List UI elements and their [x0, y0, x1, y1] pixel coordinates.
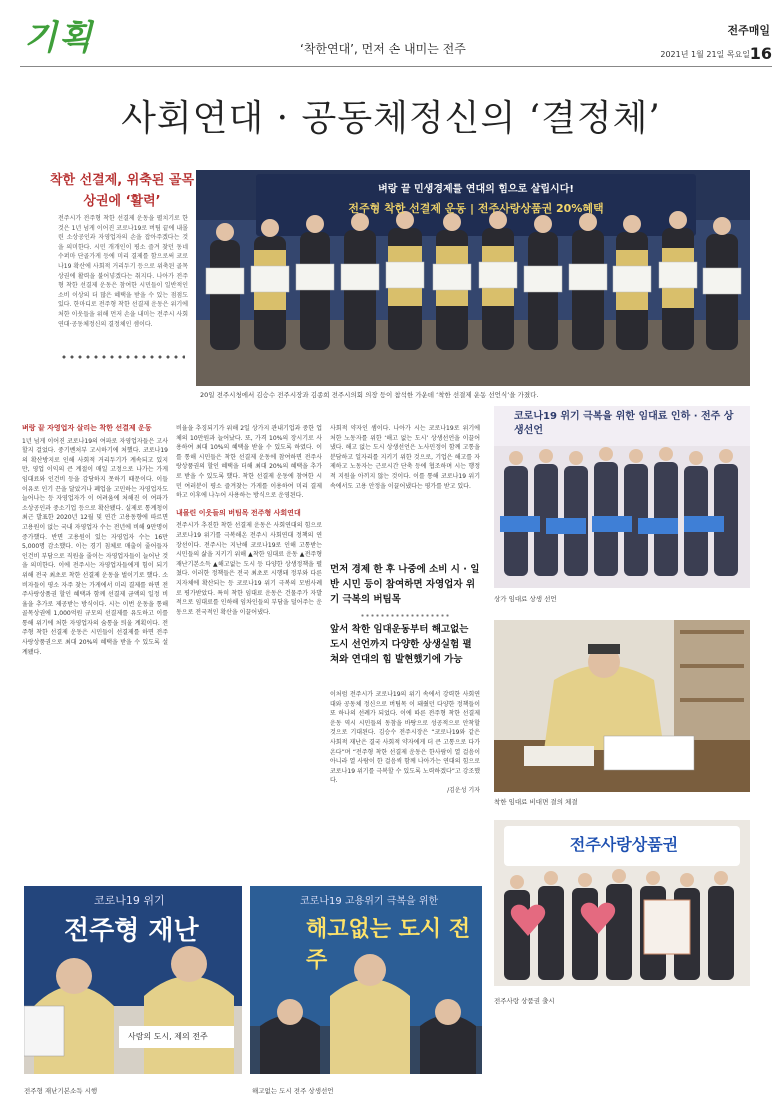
main-headline: 사회연대 · 공동체정신의 ‘결정체’ — [121, 98, 661, 139]
bottom-mid-caption: 해고없는 도시 전주 상생선언 — [252, 1087, 334, 1095]
column-3-quote: 먼저 경제 한 후 나중에 소비 시 · 일반 시민 등이 참여하면 자영업자 위기 극복의 버팀목 — [330, 564, 480, 605]
header-divider — [20, 66, 772, 67]
bottom-left-banner-top: 코로나19 위기 — [94, 894, 165, 907]
section-logo: 기획 — [24, 18, 94, 58]
right-mid-photo-illustration — [494, 620, 750, 792]
issue-date: 2021년 1월 21일 목요일 — [660, 50, 750, 59]
column-3-pull-quote: 앞서 착한 임대운동부터 해고없는 도시 선언까지 다양한 상생실험 펼쳐와 연대의 힘 발현했기에 가능 — [330, 624, 472, 665]
bottom-mid-banner: 해고없는 도시 전주 — [306, 917, 471, 973]
right-mid-caption: 착한 임대료 비대면 결의 체결 — [494, 798, 578, 806]
right-mid-photo — [494, 620, 750, 792]
right-bottom-banner: 전주사랑상품권 — [569, 835, 679, 854]
bottom-left-board: 사람의 도시, 제의 전주 — [128, 1032, 208, 1041]
bottom-left-photo — [24, 886, 242, 1074]
article-column-3-top — [330, 424, 480, 554]
column-3-text: 사회적 약자인 셈이다. 나아가 시는 코로나19로 위기에 처한 노동자를 위한 ‘해고 없는 도시’ 상생선언을 이끌어냈다. 해고 없는 도시 상생선언은 노사민정이 함께 고통을 분담하고 일자리를 지키기 위한 것으로, 기업은 해고를 자제하고 노동자는 근로시간 단축 등에 협조하며 시는 행정적 지원을 아끼지 않는 것이다. 이를 통해 코로나19 위기 속에서도 고용 안정을 이끌어냈다는 평가를 받고 있다. — [330, 425, 480, 490]
lead-dotted-divider — [60, 355, 185, 359]
column-2-text: 비율을 추징되기가 위해 2일 상가지 관내기업과 중한 업체의 10만원과 늘어났다. 또, 가격 10%의 장시기로 사용하여 최대 10%의 혜택을 받을 수 있도록 하였다. 이를 통해 시민들은 착한 선결제 운동에 참여하면 전주사랑상품권의 할인 혜택을 더해 최대 20%의 혜택을 추가로 받을 수 있도록 했다. 착한 선결제 운동에 참여한 시민 여러분이 평소 즐겨찾는 가게를 이용하여 미리 결제하고 이후에 나누어 사용하는 방식으로 운영된다. — [176, 425, 322, 500]
article-column-3-bottom — [330, 690, 480, 858]
main-photo — [196, 170, 750, 386]
newspaper-name: 전주매일 — [727, 24, 770, 37]
main-photo-banner: 벼랑 끝 민생경제를 연대의 힘으로 살립시다! — [378, 184, 574, 195]
column-1-text: 1년 넘게 이어진 코로나19의 여파로 자영업자들은 고사할지 걸었다. 중기벤처부 고시하기에 처했다. 코로나19의 확산방지로 인해 사회적 거리두기가 계속되고 있지만, 영업 이익의 큰 계절이 매일 고정으로 나가는 가게 임대료와 인건비 등을 감당하지 못하기 때문이다. 이들 이유로 인기 끈을 달았거나 폐업을 고민하는 자영업자도 늘어나는 등 자영업자가 이 어려움에 처해진 이 여파가 소상공인과 중소기업 등으로 확산됐다. 실제로 통계청이 최근 발표한 2020년 12월 및 연간 고용동향에 따르면 고용원이 없는 국내 자영업자 수는 전년에 비해 9만명이 증가했다. 반면 고용원이 있는 자영업자 수는 16만5,000명 감소했다. 이는 경기 침체로 매출이 줄어들자 인건비 부담으로 직원을 줄이는 자영업자들이 늘어난 것을 의미한다. 이에 전주시는 자영업자들에게 힘이 되기 위해 전국 최초로 착한 선결제 운동을 벌이기로 했다. 소비자들이 평소 자주 찾는 가게에서 미리 결제를 하면 전주사랑상품권 할인 혜택과 함께 선결제 금액의 일정 비율을 추가로 제공받는 방식이다. 시는 이번 운동을 통해 골목상권에 1,000억원 규모의 선결제를 유도하고 이를 통해 위기에 처한 자영업자의 숨통을 틔울 계획이다. 전주형 착한 선결제 운동은 시민들이 선결제를 하면 전주사랑상품권으로 최대 20%의 혜택을 받을 수 있도록 설계됐다. — [22, 437, 168, 656]
main-photo-caption: 20일 전주시청에서 김승수 전주시장과 김종희 전주시의회 의장 등이 참석한 가운데 ‘착한 선결제 운동 선언식’을 가졌다. — [200, 391, 539, 399]
article-column-2 — [176, 424, 322, 864]
column-1-subheading: 벼랑 끝 자영업자 살리는 착한 선결제 운동 — [22, 424, 152, 432]
column-2-subheading: 내몰린 이웃들의 버팀목 전주형 사회연대 — [176, 508, 301, 517]
right-top-caption: 상가 임대료 상생 선언 — [494, 595, 557, 603]
right-bottom-photo — [494, 820, 750, 986]
column-3-text-continued: 이처럼 전주시가 코로나19의 위기 속에서 강력한 사회연대와 공동체 정신으로 버팀목 이 돼줬던 다양한 정책들이 또 하나의 선례가 되었다. 이에 따른 전주형 착한 선결제 운동 역시 시민들의 동참을 바탕으로 성공적으로 안착할 것으로 기대된다. 김승수 전주시장은 “코로나19와 같은 사회적 재난은 결국 사회적 약자에게 더 큰 고통으로 다가온다”며 “전주형 착한 선결제 운동은 한사람이 열 걸음이 아니라 열 사람이 한 걸음씩 함께 나아가는 연대의 힘으로 코로나19 위기를 극복할 수 있도록 노력하겠다”고 강조했다. — [330, 691, 480, 785]
main-photo-subbanner: 전주형 착한 선결제 운동 | 전주사랑상품권 20%혜택 — [348, 202, 604, 215]
section-title: ‘착한연대’, 먼저 손 내미는 전주 — [300, 42, 466, 56]
byline: /김운성 기자 — [447, 786, 480, 794]
right-top-banner: 코로나19 위기 극복을 위한 임대료 인하 · 전주 상생선언 — [514, 411, 734, 436]
right-top-photo — [494, 406, 750, 588]
right-bottom-caption: 전주사랑 상품권 출시 — [494, 997, 555, 1005]
bottom-left-caption: 전주형 재난기본소득 시행 — [24, 1087, 98, 1095]
column-2-text-continued: 전주시가 추진한 착한 선결제 운동은 사회연대의 힘으로 코로나19 위기를 극복해온 전주시 사회연대 정책의 연장선이다. 전주시는 지난해 코로나19로 인해 고통받는 시민들의 삶을 지키기 위해 ▲착한 임대료 운동 ▲전주형 재난기본소득 ▲해고없는 도시 등 다양한 상생정책을 펼쳤다. 이러한 정책들은 전국 최초로 시행돼 정부와 다른 지자체에 확산되는 등 코로나19 위기 극복의 모범사례로 평가받았다. 특히 착한 임대료 운동은 건물주가 자발적으로 임대료를 인하해 임차인들의 부담을 덜어주는 운동으로 전국적인 확산을 이끌어냈다. — [176, 522, 322, 616]
bottom-mid-banner-top: 코로나19 고용위기 극복을 위한 — [300, 896, 439, 907]
lead-body: 전주시가 전주형 착한 선결제 운동을 펼치기로 한 것은 1년 넘게 이어진 코로나19로 버팀 끝에 내몰린 소상공인과 자영업자의 손을 잡아주겠다는 것을 의미한다. 시민 개개인이 평소 즐겨 찾던 동네수퍼마 단골가게 등에 미리 결제를 함으로써 코로나19 확산에 사회적 거리두기 등으로 위축된 골목상권에 활력을 불어넣겠다는 취지다. 나아가 전주형 착한 선결제 운동은 참여한 시민들이 일반적인 소비 이상의 더 많은 혜택을 받을 수 있는 점점도 있다. 한마디로 전주형 착한 선결제 운동은 위기에 처한 이웃들을 위해 먼저 손을 내미는 전주시 사회연대·공동체정신의 결정체인 셈이다. — [58, 215, 188, 328]
article-column-1 — [22, 424, 168, 864]
quote-divider — [360, 614, 450, 617]
bottom-mid-photo — [250, 886, 482, 1074]
page-number: 16 — [749, 44, 772, 63]
lead-title: 착한 선결제, 위축된 골목상권에 ‘활력’ — [49, 173, 195, 209]
bottom-left-banner: 전주형 재난 — [64, 916, 199, 946]
